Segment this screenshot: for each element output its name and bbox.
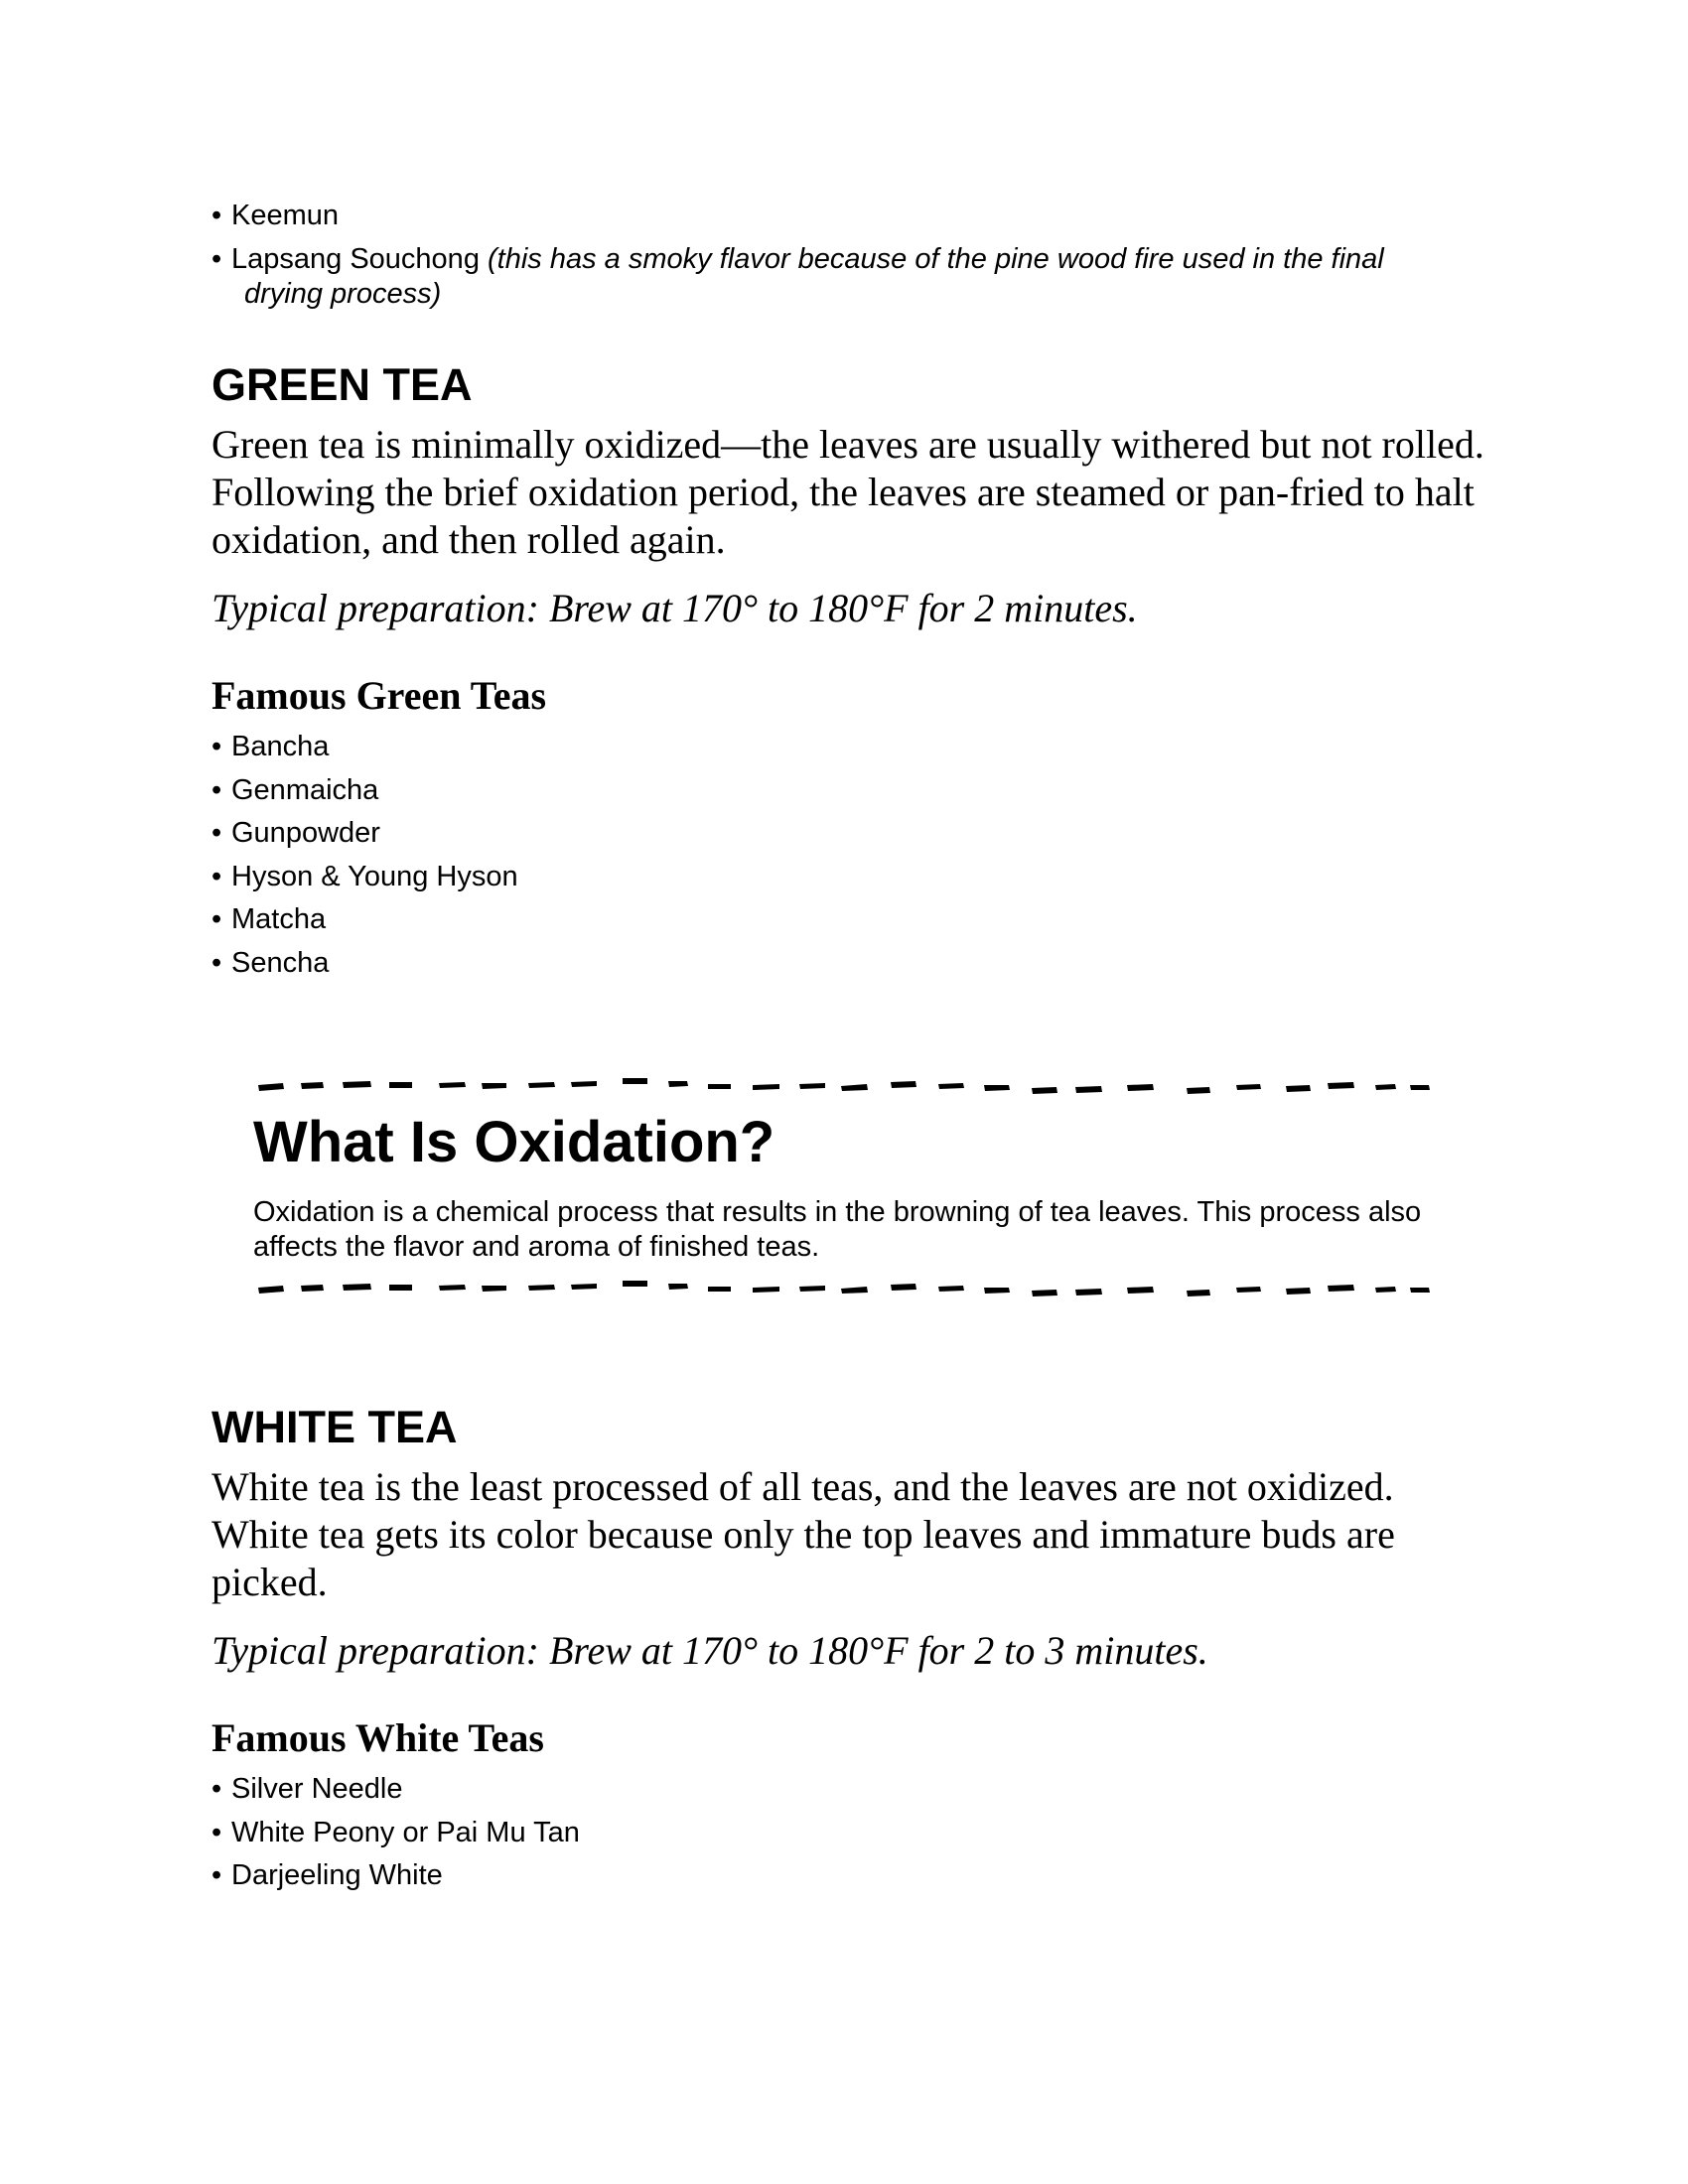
tea-name: Keemun	[231, 200, 340, 231]
list-item: • Sencha	[211, 946, 518, 981]
list-item	[211, 242, 1384, 312]
tea-name: Lapsang Souchong	[231, 242, 480, 275]
famous-green-teas-list	[211, 730, 518, 989]
tea-note: (this has a smoky flavor because of the pine wood fire used in the final	[488, 242, 1384, 275]
dashed-rule-bottom	[253, 1277, 1435, 1300]
white-tea-preparation: Typical preparation: Brew at 170° to 180°F for 2 to 3 minutes.	[211, 1628, 1208, 1673]
list-item	[211, 199, 1384, 233]
white-tea-body: White tea is the least processed of all teas, and the leaves are not oxidized. White tea gets its color because only the top leaves and immature buds are picked.	[211, 1464, 1395, 1604]
green-tea-preparation: Typical preparation: Brew at 170° to 180°F for 2 minutes.	[211, 586, 1138, 630]
oxidation-box-title: What Is Oxidation?	[253, 1110, 775, 1174]
famous-green-teas-heading: Famous Green Teas	[211, 673, 547, 718]
list-item: • Bancha	[211, 730, 518, 764]
green-tea-body: Green tea is minimally oxidized—the leaves are usually withered but not rolled. Following the brief oxidation period, the leaves are steamed or pan-fried to halt oxidation, and then rolled again.	[211, 422, 1484, 562]
tea-note-continued: drying process)	[244, 277, 442, 310]
list-item: • White Peony or Pai Mu Tan	[211, 1816, 580, 1850]
list-item: • Darjeeling White	[211, 1858, 580, 1893]
oxidation-box-text: Oxidation is a chemical process that results in the browning of tea leaves. This process also affects the flavor and aroma of finished teas.	[253, 1196, 1422, 1263]
list-item: • Genmaicha	[211, 773, 518, 808]
intro-tea-list	[211, 199, 1384, 320]
green-tea-heading: GREEN TEA	[211, 359, 473, 410]
list-item: • Gunpowder	[211, 816, 518, 851]
famous-white-teas-list	[211, 1772, 580, 1902]
famous-white-teas-heading: Famous White Teas	[211, 1715, 544, 1760]
list-item: • Matcha	[211, 902, 518, 937]
list-item: • Silver Needle	[211, 1772, 580, 1807]
white-tea-heading: WHITE TEA	[211, 1402, 458, 1452]
dashed-rule-top	[253, 1074, 1435, 1098]
list-item: • Hyson & Young Hyson	[211, 860, 518, 894]
